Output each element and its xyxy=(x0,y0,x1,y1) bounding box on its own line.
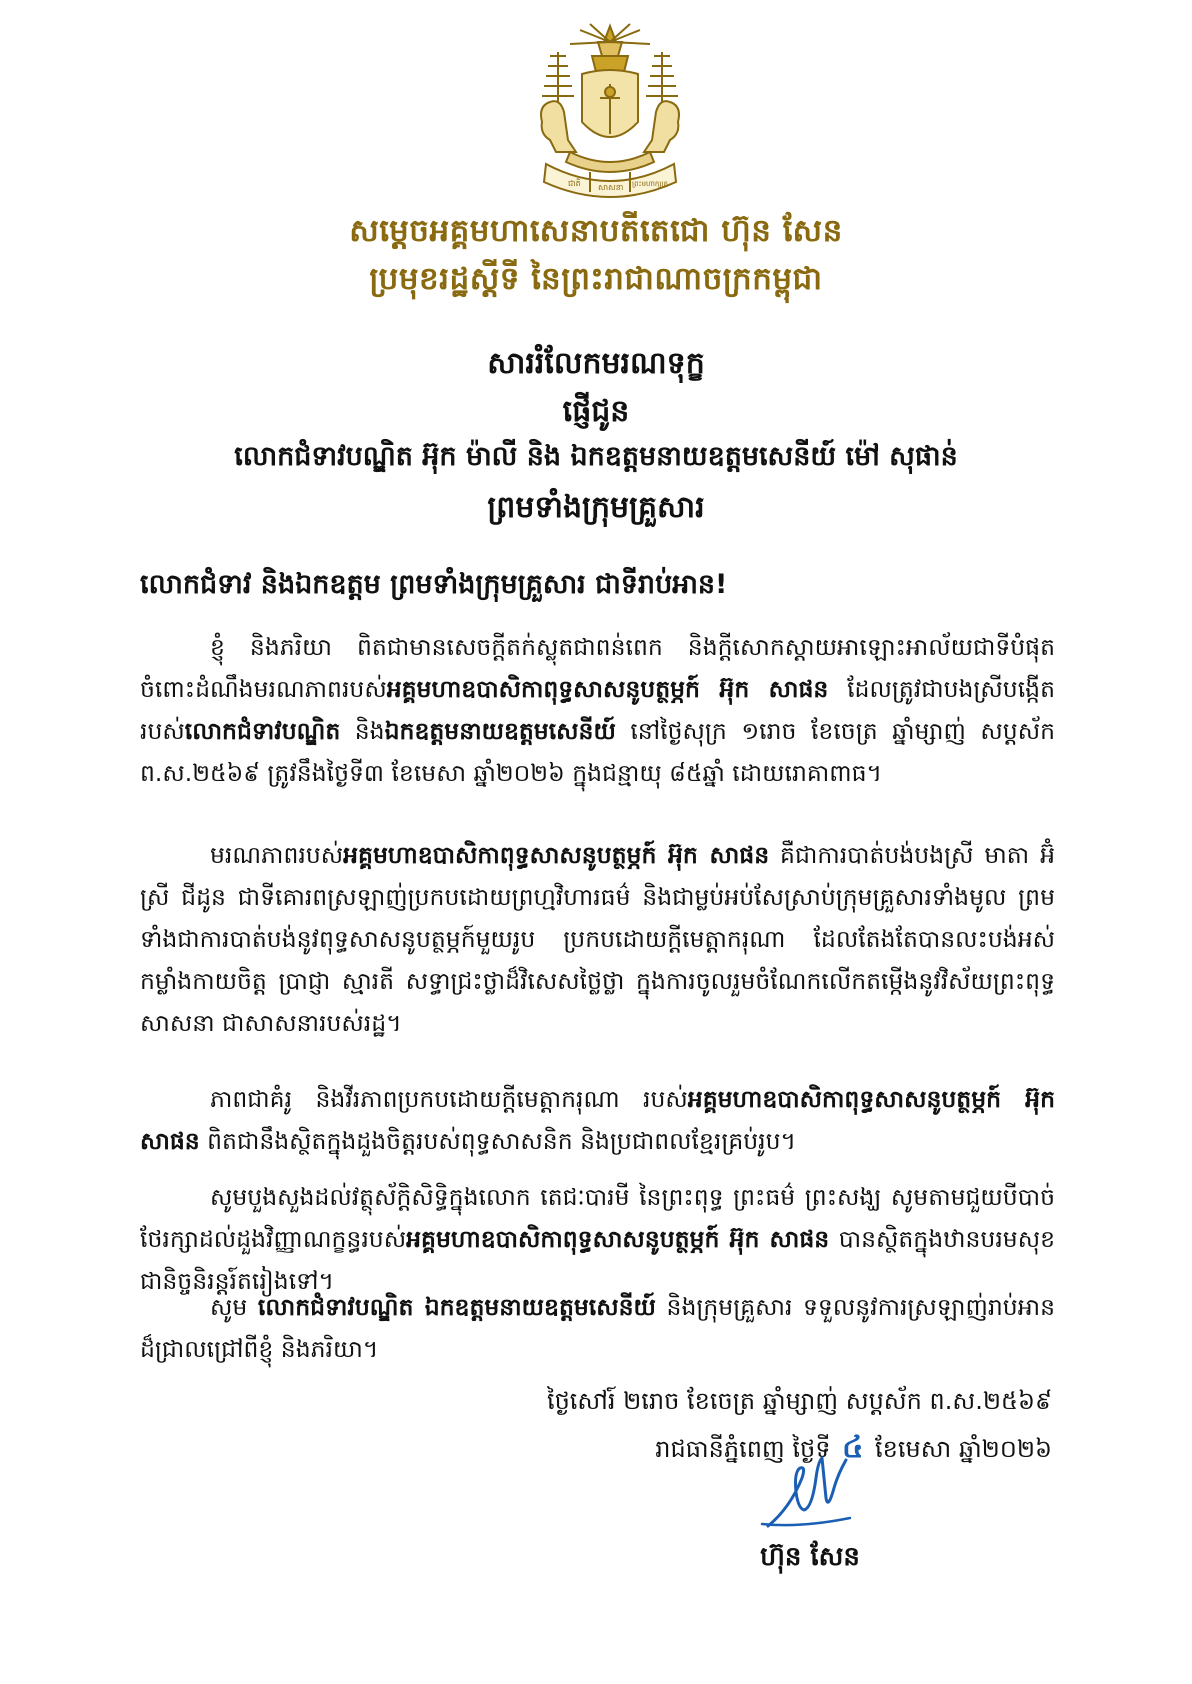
letter-title: សាររំលែកមរណទុក្ខ xyxy=(487,346,705,381)
emblem-ribbon-text-left: ជាតិ xyxy=(568,179,581,188)
date-solar-day: ៤ xyxy=(842,1430,864,1465)
p1-recipient-1: លោកជំទាវបណ្ឌិត xyxy=(184,717,341,745)
p2-text-a: មរណភាពរបស់ xyxy=(210,841,344,869)
emblem-ribbon-text-center: សាសនា xyxy=(598,183,624,192)
signer-name: ហ៊ុន សែន xyxy=(760,1542,860,1572)
handwritten-signature xyxy=(760,1448,855,1533)
p1-text-c: ដែលត្រូវជាបងស្រីបង្កើតរបស់ xyxy=(140,675,1056,745)
p3-text-c: ពិតជានឹងស្ថិតក្នុងដួងចិត្តរបស់ពុទ្ធសាសនិក និងប្រជាពលខ្មែរគ្រប់រូប។ xyxy=(199,1127,797,1155)
paragraph-5 xyxy=(140,1286,1055,1370)
letter-recipients: លោកជំទាវបណ្ឌិត អ៊ុក ម៉ាលី និង ឯកឧត្តមនាយឧត្តមសេនីយ៍ ម៉ៅ សុផាន់ xyxy=(234,441,958,472)
p1-text-e: និង xyxy=(340,717,385,745)
p2-text-c: គឺជាការបាត់បង់បងស្រី មាតា អ៊ំស្រី ជីដូន ជាទីគោរពស្រឡាញ់ប្រកបដោយព្រហ្មវិហារធម៌ និងជាម្លប់អប់សែស្រាប់ក្រុមគ្រួសារទាំងមូល ព្រមទាំងជាការបាត់បង់នូវពុទ្ធសាសនូបត្ថម្ភក៍មួយរូប ប្រកបដោយក្តីមេត្តាករុណា ដែលតែងតែបានលះបង់អស់កម្លាំងកាយចិត្ត ប្រាជ្ញា ស្មារតី សទ្ធាជ្រះថ្លាដ៏វិសេសថ្លៃថ្លា ក្នុងការចូលរួមចំណែកលើកតម្កើងនូវវិស័យព្រះពុទ្ធសាសនា ជាសាសនារបស់រដ្ឋ។ xyxy=(140,841,1055,1037)
p4-deceased-name: អគ្គមហាឧបាសិកាពុទ្ធសាសនូបត្ថម្ភក៍ អ៊ុក សាផន xyxy=(406,1225,830,1253)
p1-text-a: ខ្ញុំ និងភរិយា ពិតជាមានសេចក្តីតក់ស្លុតជាពន់ពេក និងក្តីសោកស្តាយអាឡោះអាល័យជាទីបំផុត ចំពោះដំណឹងមរណភាពរបស់ xyxy=(140,633,1055,703)
salutation: លោកជំទាវ និងឯកឧត្តម ព្រមទាំងក្រុមគ្រួសារ ជាទីរាប់អាន! xyxy=(140,569,728,600)
paragraph-3 xyxy=(140,1078,1055,1162)
p1-recipient-2: ឯកឧត្តមនាយឧត្តមសេនីយ៍ xyxy=(384,717,616,745)
royal-coat-of-arms-emblem xyxy=(520,22,700,200)
p4-text-c: បានស្ថិតក្នុងឋានបរមសុខជានិច្ចនិរន្តរ៍តរៀងទៅ។ xyxy=(140,1225,1055,1295)
date-solar-prefix: រាជធានីភ្នំពេញ ថ្ងៃទី xyxy=(655,1435,831,1463)
p1-text-g: នៅថ្ងៃសុក្រ ១រោច ខែចេត្រ ឆ្នាំម្សាញ់ សប្តស័ក ព.ស.២៥៦៩ ត្រូវនឹងថ្ងៃទី៣ ខែមេសា ឆ្នាំ២០២៦ ក្នុងជន្មាយុ ៨៥ឆ្នាំ ដោយរោគាពាធ។ xyxy=(140,717,1056,787)
letter-subtitle-sent-to: ផ្ញើជូន xyxy=(562,394,630,429)
p5-text-a: សូម xyxy=(210,1293,258,1321)
p5-recipients: លោកជំទាវបណ្ឌិត ឯកឧត្តមនាយឧត្តមសេនីយ៍ xyxy=(257,1293,656,1321)
p3-deceased-name: អគ្គមហាឧបាសិកាពុទ្ធសាសនូបត្ថម្ភក៍ អ៊ុក សាផន xyxy=(140,1085,1055,1155)
p4-text-a: សូមបួងសួងដល់វត្ថុស័ក្តិសិទ្ធិក្នុងលោក តេជៈបារមី នៃព្រះពុទ្ធ ព្រះធម៌ ព្រះសង្ឃ សូមតាមជួយបីបាច់ថែរក្សាដល់ដួងវិញ្ញាណក្ខន្ធរបស់ xyxy=(140,1183,1055,1253)
letter-recipients-family: ព្រមទាំងក្រុមគ្រួសារ xyxy=(487,490,705,525)
p3-text-a: ភាពជាគំរូ និងវីរភាពប្រកបដោយក្តីមេត្តាករុណា របស់ xyxy=(210,1085,688,1113)
emblem-ribbon-text-right: ព្រះមហាក្សត្រ xyxy=(632,180,668,188)
p5-text-c: និងក្រុមគ្រួសារ ទទួលនូវការស្រឡាញ់រាប់អានដ៏ជ្រាលជ្រៅពីខ្ញុំ និងភរិយា។ xyxy=(140,1293,1055,1363)
date-lunar: ថ្ងៃសៅរ៍ ២រោច ខែចេត្រ ឆ្នាំម្សាញ់ សប្តស័ក ព.ស.២៥៦៩ xyxy=(546,1387,1052,1415)
sender-title: សម្តេចអគ្គមហាសេនាបតីតេជោ ហ៊ុន សែន xyxy=(349,213,843,249)
p1-deceased-name: អគ្គមហាឧបាសិកាពុទ្ធសាសនូបត្ថម្ភក៍ អ៊ុក សាផន xyxy=(386,675,829,703)
paragraph-2 xyxy=(140,834,1055,1044)
p2-deceased-name: អគ្គមហាឧបាសិកាពុទ្ធសាសនូបត្ថម្ភក៍ អ៊ុក សាផន xyxy=(343,841,770,869)
date-solar-suffix: ខែមេសា ឆ្នាំ២០២៦ xyxy=(875,1435,1052,1463)
paragraph-1 xyxy=(140,626,1055,794)
sender-position: ប្រមុខរដ្ឋស្តីទី នៃព្រះរាជាណាចក្រកម្ពុជា xyxy=(369,261,823,297)
paragraph-4 xyxy=(140,1176,1055,1302)
